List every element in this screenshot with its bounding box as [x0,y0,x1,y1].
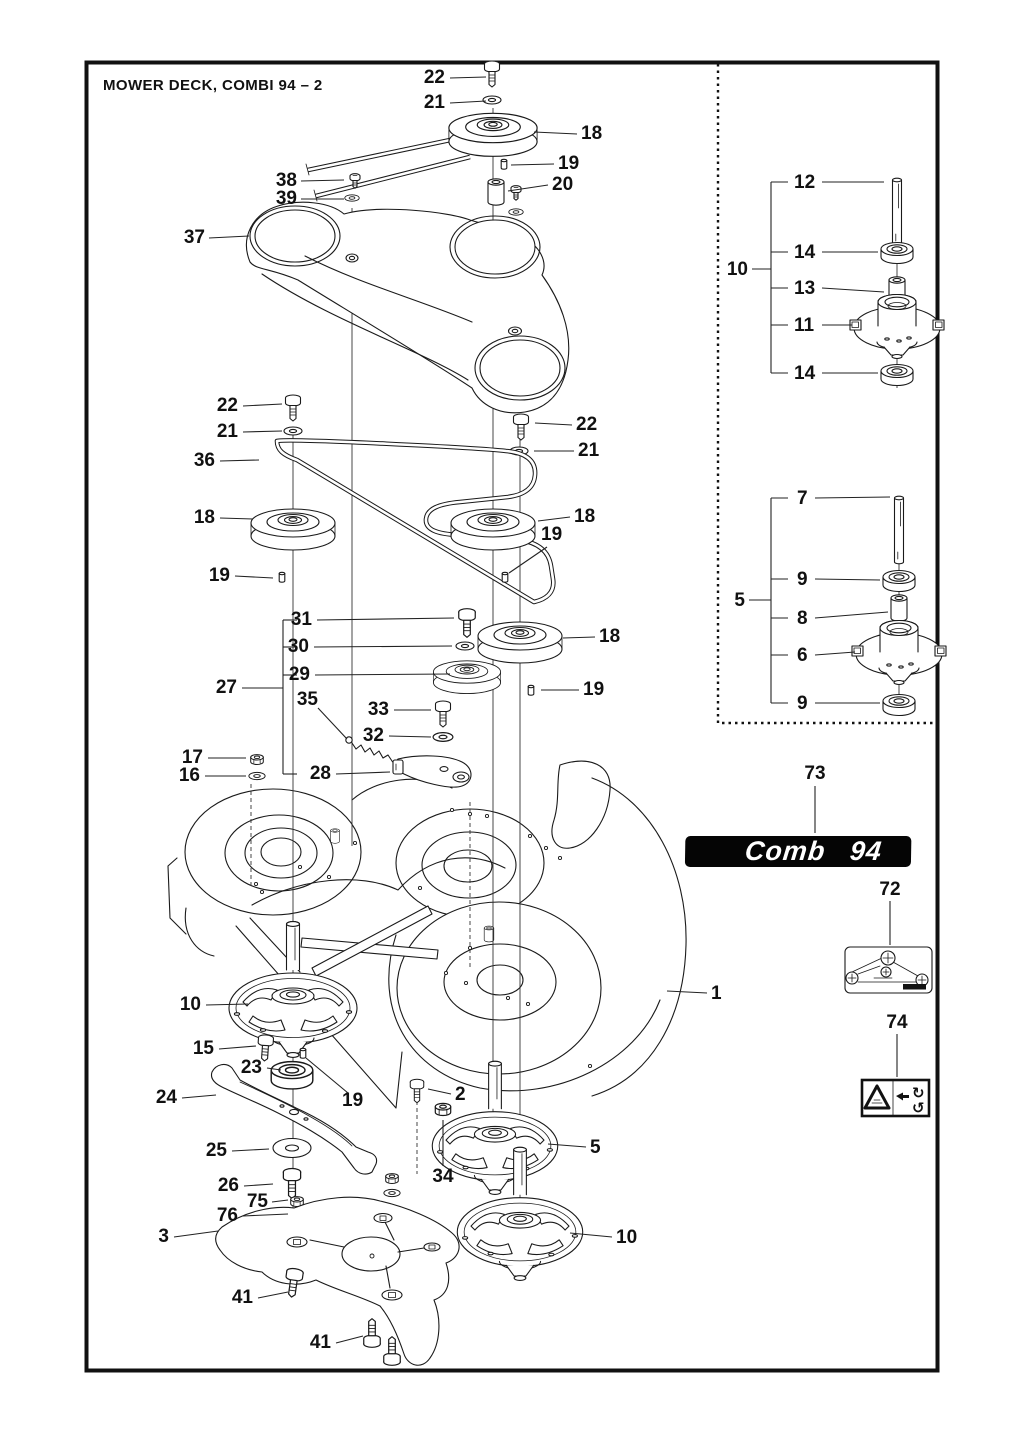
part-label-2: 2 [455,1084,466,1105]
leader-line-22 [243,404,282,406]
leader-line-37 [209,236,249,238]
bearing-14 [881,243,913,264]
pin-19 [300,1048,306,1058]
part-label-37: 37 [183,227,205,248]
part-label-36: 36 [193,450,215,471]
spindle-housing-11 [850,295,944,359]
page-title: MOWER DECK, COMBI 94 – 2 [103,77,323,94]
part-label-35: 35 [296,689,318,710]
blade-guard-3 [216,1197,459,1365]
part-label-27: 27 [215,677,237,698]
input-belt [308,139,470,196]
bolt-2 [410,1079,424,1102]
part-label-21: 21 [216,421,238,442]
part-label-1: 1 [711,983,722,1004]
part-label-75: 75 [246,1191,268,1212]
leader-line-15 [219,1046,256,1049]
leader-line-22 [535,423,572,425]
idler-arm-28 [393,756,471,787]
part-label-31: 31 [290,609,312,630]
part-label-7: 7 [797,488,808,509]
part-label-21: 21 [578,440,600,461]
part-label-10: 10 [726,259,748,280]
deck-stud [331,829,340,844]
washer [509,209,523,215]
leader-line-31 [317,618,454,620]
leader-line-21 [450,101,486,103]
part-label-6: 6 [797,645,808,666]
part-label-26: 26 [217,1175,239,1196]
part-label-9: 9 [797,569,808,590]
pulley-18-top [449,113,537,156]
leader-line-21 [243,431,282,432]
bolt-22 [514,414,529,440]
bolt-22 [485,61,500,87]
part-label-19: 19 [208,565,230,586]
pulley-18-lower [478,622,562,663]
part-label-5: 5 [590,1137,601,1158]
part-label-41: 41 [309,1332,331,1353]
part-label-17: 17 [181,747,203,768]
leader-line-6 [815,652,855,655]
part-label-72: 72 [879,879,901,900]
part-label-33: 33 [367,699,389,720]
leader-line-18 [563,637,595,638]
leader-line-2 [428,1089,451,1094]
part-label-30: 30 [287,636,309,657]
leader-line-36 [220,460,259,461]
part-label-13: 13 [794,278,816,299]
part-label-32: 32 [362,725,384,746]
bolt-33 [436,701,451,727]
leader-line-3 [174,1231,218,1237]
nut-34 [435,1103,450,1115]
leader-line-25 [232,1149,269,1151]
idler-assembly [249,609,501,787]
leader-line-19 [235,576,273,578]
part-label-23: 23 [240,1057,262,1078]
part-label-15: 15 [192,1038,214,1059]
part-label-18: 18 [581,123,603,144]
leader-line-19 [511,164,554,165]
bolt-41 [364,1319,381,1348]
part-label-3: 3 [158,1226,169,1247]
shaft-12 [893,178,902,246]
idler-pulley-29 [433,661,500,694]
leader-line-41 [336,1336,363,1343]
pin-19 [502,572,508,582]
part-label-16: 16 [178,765,200,786]
leader-line-75 [272,1200,288,1202]
leader-line-32 [389,736,431,737]
washer-32 [433,733,453,742]
pulley-18-right [451,509,535,550]
mower-deck-weldment [168,761,686,1108]
bearing-9 [883,571,915,592]
washer [384,1189,400,1196]
part-label-21: 21 [423,92,445,113]
pin-19 [528,685,534,695]
part-label-10: 10 [179,994,201,1015]
combi-94-badge [685,835,912,867]
part-label-29: 29 [288,664,310,685]
washer-16 [249,772,265,779]
part-label-18: 18 [599,626,621,647]
part-label-19: 19 [541,524,563,545]
leader-line-9 [815,579,880,580]
spindle-detail-group-5 [852,496,946,715]
bolt-22 [286,395,301,421]
belt-routing-decal [845,947,932,993]
part-label-22: 22 [576,414,598,435]
part-label-39: 39 [275,188,297,209]
leader-line-19 [509,547,547,573]
part-label-8: 8 [797,608,808,629]
part-label-5: 5 [734,590,745,611]
washer-30 [456,642,474,650]
blade-bolt-26 [283,1169,300,1199]
leader-line-41 [258,1292,288,1298]
part-label-41: 41 [231,1287,253,1308]
input-pulley-assembly [306,61,537,215]
spindle-detail-group-10 [850,178,944,385]
screw [511,186,521,201]
leader-line-18 [538,517,570,521]
leader-line-13 [822,288,884,292]
washer-21 [483,96,501,104]
spacer-20 [488,179,504,205]
part-label-22: 22 [423,67,445,88]
leader-line-18 [534,132,577,134]
part-label-25: 25 [205,1140,227,1161]
spindle-housing-6 [852,621,946,685]
leader-line-26 [244,1184,273,1186]
part-label-22: 22 [216,395,238,416]
leader-line-8 [815,612,888,618]
part-label-74: 74 [886,1012,908,1033]
part-label-19: 19 [342,1090,364,1111]
deck-chute-handle [552,761,610,848]
part-label-9: 9 [797,693,808,714]
part-label-28: 28 [309,763,331,784]
leader-line-29 [315,674,450,675]
part-label-24: 24 [155,1087,177,1108]
shaft-7 [895,496,904,564]
leader-line-28 [336,772,390,774]
pin-19 [501,159,507,169]
leader-line-18 [220,518,253,519]
badge-text: Comb 94 [743,835,884,866]
leader-line-22 [450,77,486,78]
part-label-19: 19 [558,153,580,174]
part-label-11: 11 [794,315,815,336]
blade-washer-25 [273,1139,311,1158]
bolt-31 [459,609,476,638]
spacer-8 [891,595,907,621]
washer-21 [284,427,302,435]
part-label-19: 19 [583,679,605,700]
part-label-76: 76 [216,1205,238,1226]
decal-part-number-bar [903,984,926,990]
rotation-cw-icon: ↻ [912,1084,925,1102]
nut [386,1174,399,1184]
pulley-18-left [251,509,335,550]
leader-line-38 [301,180,344,181]
pin-19 [279,572,285,582]
part-label-10: 10 [616,1227,638,1248]
part-label-14: 14 [794,363,816,384]
part-label-34: 34 [432,1166,454,1187]
part-label-20: 20 [552,174,574,195]
rotation-ccw-icon: ↺ [912,1099,925,1117]
bearing-9 [883,695,915,716]
deck-stud [484,926,494,942]
washer-39 [345,195,359,201]
leader-line-30 [314,646,452,647]
nut-17 [251,755,264,765]
leader-line-35 [318,708,347,739]
leader-line-24 [182,1095,216,1098]
bearing-14 [881,365,913,386]
thrown-objects-warning-decal [862,1080,929,1117]
part-label-18: 18 [193,507,215,528]
part-label-38: 38 [275,170,297,191]
bearing-23 [271,1062,313,1089]
part-label-73: 73 [804,763,826,784]
part-label-18: 18 [574,506,596,527]
leader-line-7 [815,497,890,498]
part-label-14: 14 [794,242,816,263]
belt-cover-assembly [246,202,568,413]
leader-line-1 [667,991,707,993]
part-label-12: 12 [794,172,816,193]
bolt-41 [384,1337,401,1366]
